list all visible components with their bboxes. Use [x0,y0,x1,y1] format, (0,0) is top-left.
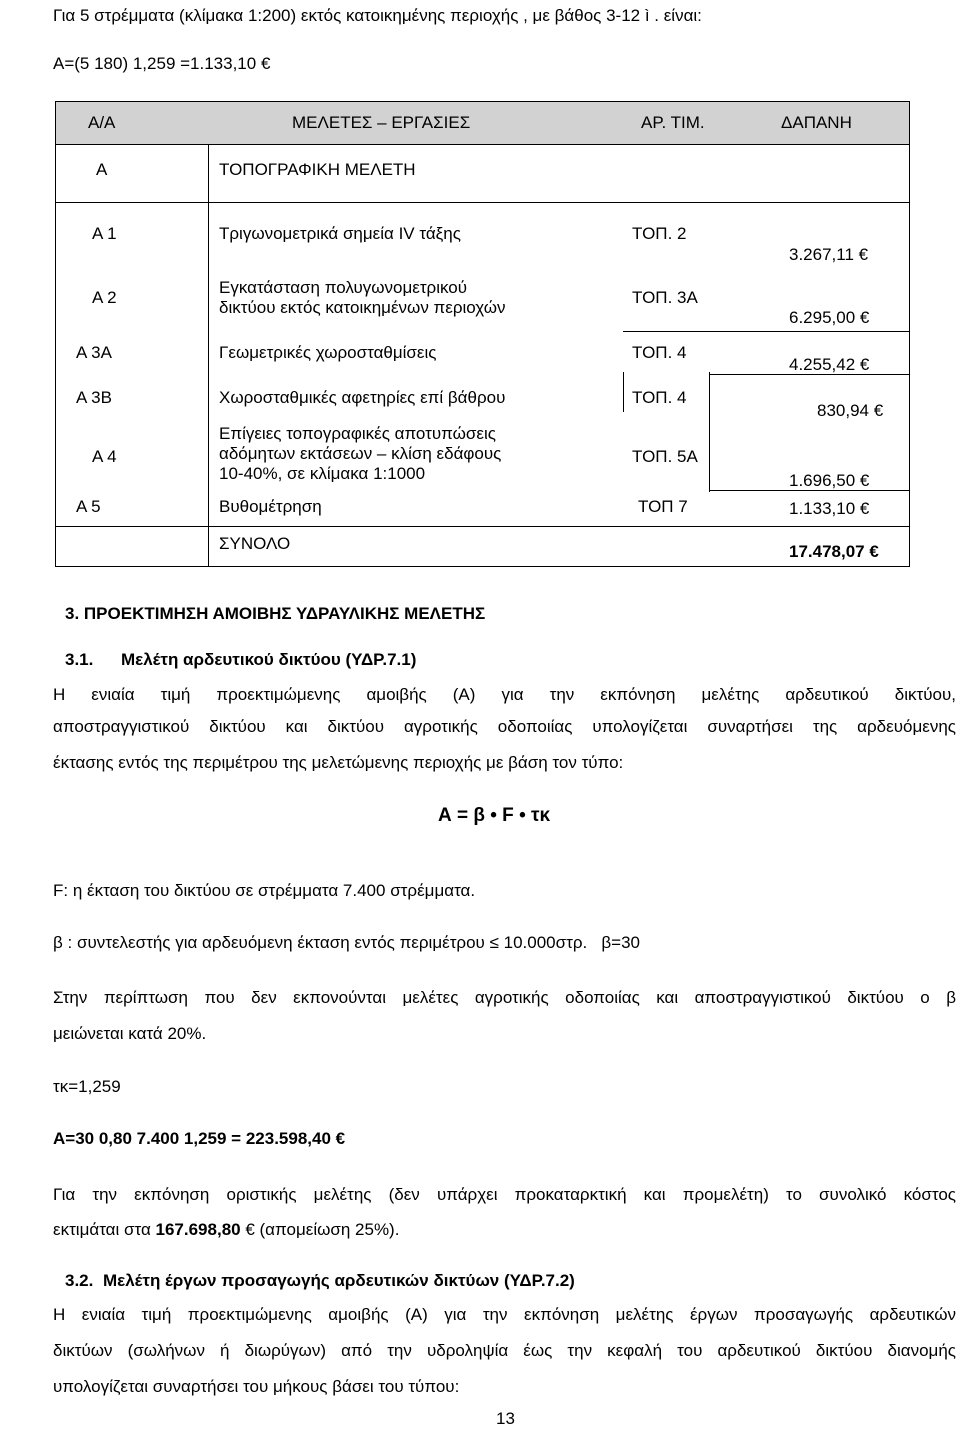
row-cost: 1.696,50 € [789,471,870,490]
paragraph-line: Η ενιαία τιμή προεκτιμώμενης αμοιβής (Α) για την εκπόνηση μελέτης αρδευτικού δικτύου, [53,685,956,704]
subsection-number: 3.2. [65,1271,94,1290]
row-desc: Βυθομέτρηση [219,497,322,516]
paragraph-line: δικτύων (σωλήνων ή διωρύγων) από την υδροληψία έως την κεφαλή του αρδευτικού δικτύου διανομής [53,1341,956,1360]
row-desc: Χωροσταθμικές αφετηρίες επί βάθρου [219,388,506,407]
row-code: Α 2 [92,288,117,307]
main-formula: Α = β • F • τκ [438,805,551,826]
row-tim: ΤΟΠ 7 [638,497,688,516]
row-code: Α 3Β [76,388,112,407]
paragraph-line: έκτασης εντός της περιμέτρου της μελετώμενης περιοχής με βάση τον τύπο: [53,753,624,772]
row-cost: 830,94 € [817,401,884,420]
page-number: 13 [496,1409,515,1428]
section-title: ΤΟΠΟΓΡΑΦΙΚΗ ΜΕΛΕΤΗ [219,160,416,179]
row-cost: 6.295,00 € [789,308,870,327]
paragraph-line: εκτιμάται στα 167.698,80 € (απομείωση 25%). [53,1220,400,1239]
row-cost: 1.133,10 € [789,499,870,518]
row-tim: ΤΟΠ. 4 [632,343,687,362]
row-tim: ΤΟΠ. 2 [632,224,687,243]
total-label: ΣΥΝΟΛΟ [219,534,291,553]
row-cost: 4.255,42 € [789,355,870,374]
paragraph-line: Η ενιαία τιμή προεκτιμώμενης αμοιβής (Α) για την εκπόνηση μελέτης έργων προσαγωγής αρδευτικών [53,1305,956,1324]
row-cost: 3.267,11 € [789,245,869,264]
row-desc: Επίγειες τοπογραφικές αποτυπώσεις αδόμητων εκτάσεων – κλίση εδάφους 10-40%, σε κλίμακα 1:1000 [219,424,502,483]
subsection-number: 3.1. [65,650,94,669]
intro-text: Για 5 στρέμματα (κλίμακα 1:200) εκτός κατοικημένης περιοχής , με βάθος 3-12 ì . είναι: [53,6,702,25]
header-aa: Α/Α [88,113,116,132]
row-code: Α 3Α [76,343,112,362]
row-code: Α 1 [92,224,117,243]
header-price-no: ΑΡ. ΤΙΜ. [641,113,705,132]
header-cost: ΔΑΠΑΝΗ [781,113,852,132]
row-desc: Εγκατάσταση πολυγωνομετρικού δικτύου εκτός κατοικημένων περιοχών [219,278,506,317]
paragraph-line: Για την εκπόνηση οριστικής μελέτης (δεν υπάρχει προκαταρκτική και προμελέτη) το συνολικό κόστος [53,1185,956,1204]
result-formula: Α=30 0,80 7.400 1,259 = 223.598,40 € [53,1129,346,1148]
subsection-title: Μελέτη έργων προσαγωγής αρδευτικών δικτύων (ΥΔΡ.7.2) [103,1271,575,1290]
subsection-title: Μελέτη αρδευτικού δικτύου (ΥΔΡ.7.1) [121,650,417,669]
intro-formula: Α=(5 180) 1,259 =1.133,10 € [53,54,271,73]
definition-f: F: η έκταση του δικτύου σε στρέμματα 7.400 στρέμματα. [53,881,476,900]
paragraph-line: μειώνεται κατά 20%. [53,1024,207,1043]
row-tim: ΤΟΠ. 5Α [632,447,698,466]
cost-table [55,101,910,567]
header-studies: ΜΕΛΕΤΕΣ – ΕΡΓΑΣΙΕΣ [292,113,471,132]
tk-value: τκ=1,259 [53,1077,121,1096]
row-code: Α 5 [76,497,101,516]
row-desc: Γεωμετρικές χωροσταθμίσεις [219,343,437,362]
paragraph-line: αποστραγγιστικού δικτύου και δικτύου αγροτικής οδοποιίας υπολογίζεται συναρτήσει της αρδευόμενης [53,717,956,736]
row-desc: Τριγωνομετρικά σημεία IV τάξης [219,224,461,243]
section-heading: 3. ΠΡΟΕΚΤΙΜΗΣΗ ΑΜΟΙΒΗΣ ΥΔΡΑΥΛΙΚΗΣ ΜΕΛΕΤΗΣ [65,604,486,623]
row-code: Α 4 [92,447,117,466]
paragraph-line: Στην περίπτωση που δεν εκπονούνται μελέτες αγροτικής οδοποιίας και αποστραγγιστικού δικτύου ο β [53,988,956,1007]
total-value: 17.478,07 € [789,542,879,561]
definition-b: β : συντελεστής για αρδευόμενη έκταση εντός περιμέτρου ≤ 10.000στρ. β=30 [53,933,640,952]
paragraph-line: υπολογίζεται συναρτήσει του μήκους βάσει του τύπου: [53,1377,460,1396]
row-tim: ΤΟΠ. 3Α [632,288,698,307]
section-code: Α [96,160,108,179]
row-tim: ΤΟΠ. 4 [632,388,687,407]
